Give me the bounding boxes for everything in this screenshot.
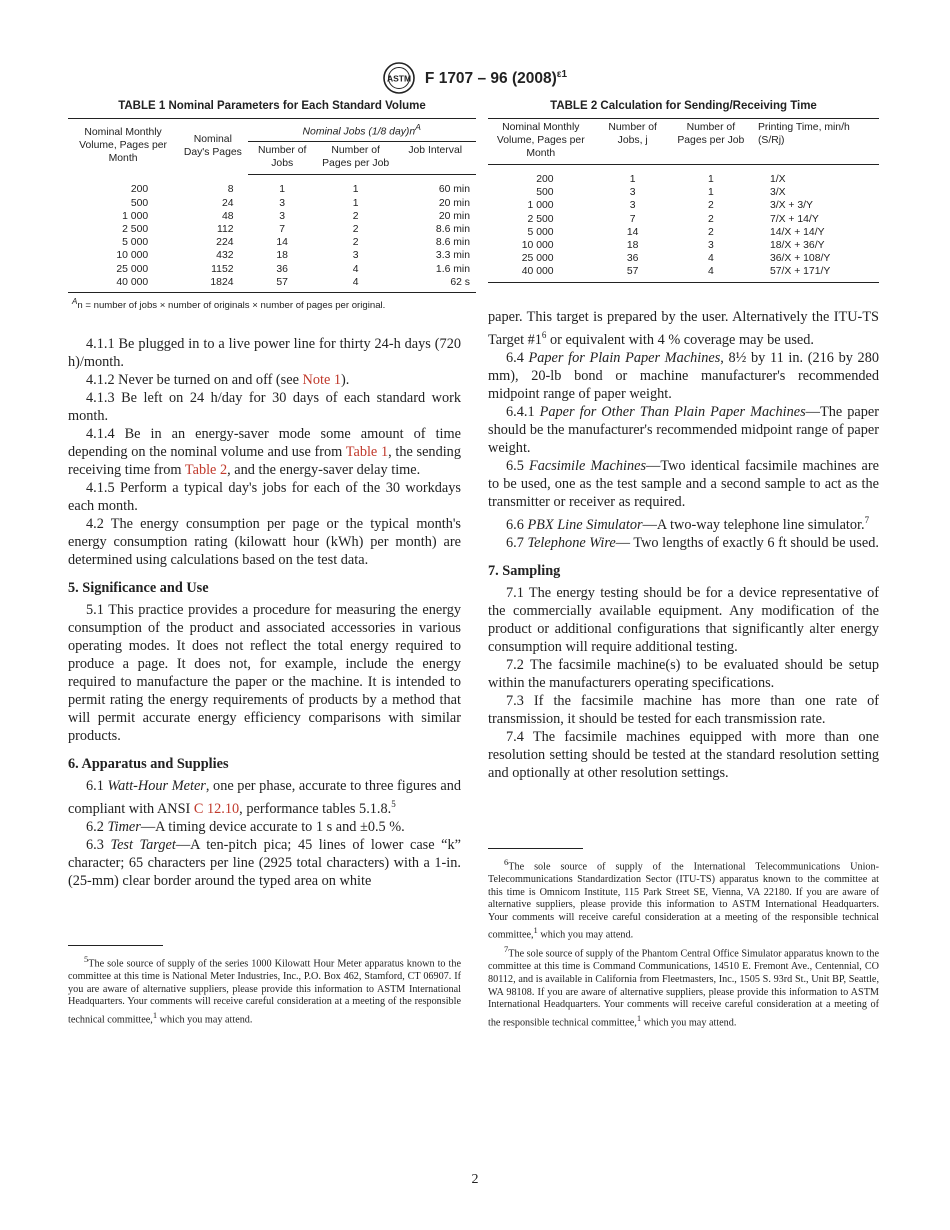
cell-interval: 60 min xyxy=(438,184,470,196)
cell-day-pages: 1152 xyxy=(211,263,234,275)
cell-printing-time: 1/X xyxy=(769,174,786,185)
footnote-7: $^7$The sole source of supply of the Phantom Central Office Simulator apparatus known to the committee at this time is Command Communications, 14510 E. Fremont Ave., Centennial, CO 80112, and is available in California from Fleetmasters, Inc., 1505 S. 93rd St., Unit BP, Seattle, WA 98108. If you are aware of alternative suppliers, please provide this information to ASTM International Headquarters. Your comments will receive careful consideration at a meeting of the responsible technical committee,$^1$ which you may attend. xyxy=(488,944,879,1029)
table-row xyxy=(68,223,476,236)
table-row xyxy=(68,236,476,249)
cell-pages: 4 xyxy=(707,253,714,265)
cell-volume: 10 000 xyxy=(521,240,554,252)
cell-jobs: 3 xyxy=(279,197,286,209)
table-row xyxy=(68,175,476,197)
cell-volume: 200 xyxy=(536,174,554,185)
para-4-1-2: 4.1.2 Never be turned on and off (see Note 1). xyxy=(86,372,350,388)
para-7-1: 7.1 The energy testing should be for a device representative of the commercially available equipment. Any modification of the product or additional configurations that significantly alter energy consumption will require additional testing. xyxy=(488,584,879,655)
note-1-link[interactable]: Note 1 xyxy=(302,372,342,388)
table-row xyxy=(488,186,879,199)
t1-header-interval: Job Interval xyxy=(394,142,476,175)
cell-volume: 2 500 xyxy=(527,213,554,225)
footnote-5: $^5$The sole source of supply of the series 1000 Kilowatt Hour Meter apparatus known to the committee at this time is National Meter Industries, Inc., P.O. Box 462, Stamford, CT 06907. If you are aware of alternative suppliers, please provide this information to ASTM International Headquarters. Your comments will receive careful consideration at a meeting of the responsible technical committee,$^1$ which you may attend. xyxy=(68,954,461,1026)
table-2 xyxy=(488,100,879,283)
cell-day-pages: 432 xyxy=(216,250,234,262)
cell-jobs: 1 xyxy=(629,174,636,185)
cell-pages: 1 xyxy=(707,174,714,185)
cell-pages-per-job: 4 xyxy=(352,276,359,288)
table-row xyxy=(488,165,879,187)
para-6-3: 6.3 Test Target—A ten-pitch pica; 45 lines of lower case “k” character; 65 characters per line (2925 total characters) with a 1-in. (25-mm) clear border around the typed area on white xyxy=(68,836,461,889)
table-1-grid xyxy=(68,118,476,293)
cell-day-pages: 24 xyxy=(221,197,234,209)
para-6-6: 6.6 PBX Line Simulator—A two-way telephone line simulator.$^7$ xyxy=(506,514,870,533)
cell-pages-per-job: 3 xyxy=(352,250,359,262)
cell-printing-time: 3/X xyxy=(769,187,786,199)
cell-pages: 3 xyxy=(707,240,714,252)
cell-interval: 20 min xyxy=(438,197,470,209)
cell-printing-time: 14/X + 14/Y xyxy=(769,226,825,238)
cell-day-pages: 224 xyxy=(216,237,234,249)
table-1 xyxy=(68,100,476,311)
cell-jobs: 36 xyxy=(626,253,639,265)
t2-header-printing: Printing Time, min/h (S/Rj) xyxy=(750,119,879,165)
para-6-2: 6.2 Timer—A timing device accurate to 1 s and ±0.5 %. xyxy=(86,818,405,835)
cell-volume: 2 500 xyxy=(122,224,149,236)
para-4-1-1: 4.1.1 Be plugged in to a live power line for thirty 24-h days (720 h)/month. xyxy=(68,336,461,370)
t1-header-pages-per-job: Number of Pages per Job xyxy=(317,142,395,175)
t2-header-jobs: Number of Jobs, j xyxy=(594,119,672,165)
document-designation: F 1707 – 96 $(2008)^{\varepsilon 1}$ xyxy=(424,68,568,87)
table-row xyxy=(488,239,879,252)
cell-jobs: 3 xyxy=(629,187,636,199)
table-row xyxy=(68,210,476,223)
left-footnote-rule xyxy=(68,945,163,946)
logo-text: ASTM xyxy=(386,73,411,84)
cell-day-pages: 48 xyxy=(221,210,234,222)
cell-day-pages: 1824 xyxy=(210,276,234,288)
right-footnote-rule xyxy=(488,848,583,849)
cell-volume: 1 000 xyxy=(122,210,149,222)
para-6-5: 6.5 Facsimile Machines—Two identical facsimile machines are to be used, one as the test sample and a second sample to act as the transmitter or receiver as required. xyxy=(488,457,879,510)
para-6-3-cont: paper. This target is prepared by the user. Alternatively the ITU-TS Target $\#1^6$ or equivalent with 4 % coverage may be used. xyxy=(488,309,879,348)
astm-logo-icon xyxy=(383,62,415,94)
right-column xyxy=(488,308,879,782)
table-row xyxy=(68,276,476,293)
cell-jobs: 14 xyxy=(276,237,288,249)
para-5-1: 5.1 This practice provides a procedure for measuring the energy consumption of the product and associated accessories in various operating modes. It does not reflect the total energy required to produce a page. It does not, for example, include the energy required to manufacture the paper or the machine. It is intended to permit rating the energy requirements of products by a method that will permit accurate energy efficiency comparisons with similar products. xyxy=(68,602,461,744)
cell-interval: 20 min xyxy=(438,210,470,222)
cell-day-pages: 112 xyxy=(216,224,234,236)
cell-pages: 1 xyxy=(707,187,714,199)
cell-pages-per-job: 4 xyxy=(352,263,359,275)
t2-header-pages: Number of Pages per Job xyxy=(672,119,750,165)
cell-pages-per-job: 1 xyxy=(352,197,359,209)
cell-printing-time: 36/X + 108/Y xyxy=(769,253,831,265)
table-row xyxy=(68,249,476,262)
para-7-2: 7.2 The facsimile machine(s) to be evaluated should be setup within the manufacturers operating specifications. xyxy=(488,656,879,691)
cell-volume: 40 000 xyxy=(116,276,149,288)
cell-interval: 8.6 min xyxy=(435,224,470,236)
table-2-title: TABLE 2 Calculation for Sending/Receiving Time xyxy=(550,100,817,112)
table-row xyxy=(68,263,476,276)
cell-pages: 4 xyxy=(707,266,714,278)
cell-interval: 3.3 min xyxy=(435,250,470,262)
footnotes-6-7 xyxy=(488,856,879,1031)
cell-jobs: 18 xyxy=(626,240,639,252)
para-4-2: 4.2 The energy consumption per page or the typical month's energy consumption rating (kilowatt hour (kWh) per month) are determined using calculations based on the test data. xyxy=(68,516,461,568)
cell-pages-per-job: 2 xyxy=(352,210,359,222)
cell-jobs: 3 xyxy=(629,200,636,212)
cell-jobs: 18 xyxy=(276,250,288,262)
cell-pages: 2 xyxy=(707,213,714,225)
t1-header-volume: Nominal Monthly Volume, Pages per Month xyxy=(79,127,167,165)
table-1-body xyxy=(68,175,476,293)
cell-volume: 25 000 xyxy=(521,253,554,265)
para-6-4: 6.4 Paper for Plain Paper Machines, 8½ by 11 in. (216 by 280 mm), 20-lb bond or machine manufacturer's recommended midpoint range of paper weight. xyxy=(488,349,879,402)
para-6-4-1: 6.4.1 Paper for Other Than Plain Paper Machines—The paper should be the manufacturer's recommended midpoint range of paper weight. xyxy=(488,403,879,456)
cell-volume: 1 000 xyxy=(527,200,554,212)
cell-jobs: 1 xyxy=(279,184,286,196)
cell-pages: 2 xyxy=(707,226,714,238)
cell-volume: 500 xyxy=(130,197,149,209)
table-row xyxy=(68,197,476,210)
t1-header-jobs: Number of Jobs xyxy=(248,142,317,175)
t2-header-volume: Nominal Monthly Volume, Pages per Month xyxy=(488,119,594,165)
para-7-4: 7.4 The facsimile machines equipped with more than one resolution setting should be tested at the standard resolution setting and optionally at other resolution settings. xyxy=(488,728,879,781)
cell-volume: 5 000 xyxy=(122,237,149,249)
table-row xyxy=(488,252,879,265)
cell-volume: 40 000 xyxy=(521,266,554,278)
t1-header-group: Nominal Jobs (1/8 $day)n^A$ xyxy=(248,119,476,142)
table-row xyxy=(488,213,879,226)
table-2-body xyxy=(488,165,879,283)
cell-volume: 200 xyxy=(130,184,149,196)
table-1-footnote: $^A$n = number of jobs × number of originals × number of pages per original. xyxy=(72,297,386,312)
cell-pages: 2 xyxy=(707,200,714,212)
cell-pages-per-job: 2 xyxy=(352,224,359,236)
para-6-7: 6.7 Telephone Wire— Two lengths of exactly 6 ft should be used. xyxy=(506,534,879,551)
footnote-6: $^6$The sole source of supply of the International Telecommunications Union-Telecommunications Standardization Sector (ITU-TS) apparatus known to the committee at this time is Omnicom Institute, 115 Park Street SE, Vienna, VA 22180. If you are aware of alternative suppliers, please provide this information to ASTM International Headquarters. Your comments will receive careful consideration at a meeting of the responsible technical committee,$^1$ which you may attend. xyxy=(488,857,879,941)
para-4-1-4: 4.1.4 Be in an energy-saver mode some amount of time depending on the nominal volume and use from Table 1, the sending receiving time from Table 2, and the energy-saver delay time. xyxy=(68,426,461,478)
cell-printing-time: 57/X + 171/Y xyxy=(769,266,831,278)
cell-pages-per-job: 1 xyxy=(352,184,359,196)
section-6-heading: 6. Apparatus and Supplies xyxy=(68,756,229,772)
cell-printing-time: 18/X + 36/Y xyxy=(769,240,825,252)
cell-volume: 25 000 xyxy=(116,263,149,275)
cell-day-pages: 8 xyxy=(227,184,234,196)
cell-jobs: 36 xyxy=(276,263,288,275)
cell-pages-per-job: 2 xyxy=(352,237,359,249)
table-row xyxy=(488,199,879,212)
table-2-link[interactable]: Table 2 xyxy=(184,462,228,478)
cell-interval: 8.6 min xyxy=(435,237,470,249)
table-row xyxy=(488,226,879,239)
ansi-c12-link[interactable]: C 12.10 xyxy=(193,800,240,817)
para-6-1: 6.1 Watt-Hour Meter, one per phase, accurate to three figures and compliant with ANSI C 12.10, performance tables 5.1.8.$^5$ xyxy=(68,778,461,817)
cell-volume: 500 xyxy=(536,187,554,199)
section-7-heading: 7. Sampling xyxy=(488,562,561,579)
table-1-link[interactable]: Table 1 xyxy=(345,444,389,460)
page-number: 2 xyxy=(471,1172,479,1187)
cell-volume: 10 000 xyxy=(116,250,149,262)
cell-interval: 1.6 min xyxy=(435,263,470,275)
table-1-title: TABLE 1 Nominal Parameters for Each Standard Volume xyxy=(118,100,426,112)
para-4-1-5: 4.1.5 Perform a typical day's jobs for each of the 30 workdays each month. xyxy=(68,480,461,514)
cell-volume: 5 000 xyxy=(527,226,554,238)
cell-jobs: 7 xyxy=(629,213,636,225)
cell-printing-time: 3/X + 3/Y xyxy=(769,200,813,212)
table-2-grid xyxy=(488,118,879,283)
para-4-1-3: 4.1.3 Be left on 24 h/day for 30 days of each standard work month. xyxy=(68,390,461,424)
cell-jobs: 57 xyxy=(276,276,288,288)
cell-jobs: 57 xyxy=(626,266,639,278)
cell-jobs: 3 xyxy=(279,210,286,222)
cell-jobs: 7 xyxy=(279,224,286,236)
table-row xyxy=(488,265,879,282)
cell-printing-time: 7/X + 14/Y xyxy=(769,213,819,225)
section-5-heading: 5. Significance and Use xyxy=(68,580,209,596)
para-7-3: 7.3 If the facsimile machine has more than one rate of transmission, it should be tested for each transmission rate. xyxy=(488,692,879,727)
cell-jobs: 14 xyxy=(626,226,639,238)
t1-header-day-pages: Nominal Day's Pages xyxy=(183,133,242,158)
cell-interval: 62 s xyxy=(450,276,470,288)
left-column xyxy=(68,335,461,890)
page-header xyxy=(0,62,950,94)
